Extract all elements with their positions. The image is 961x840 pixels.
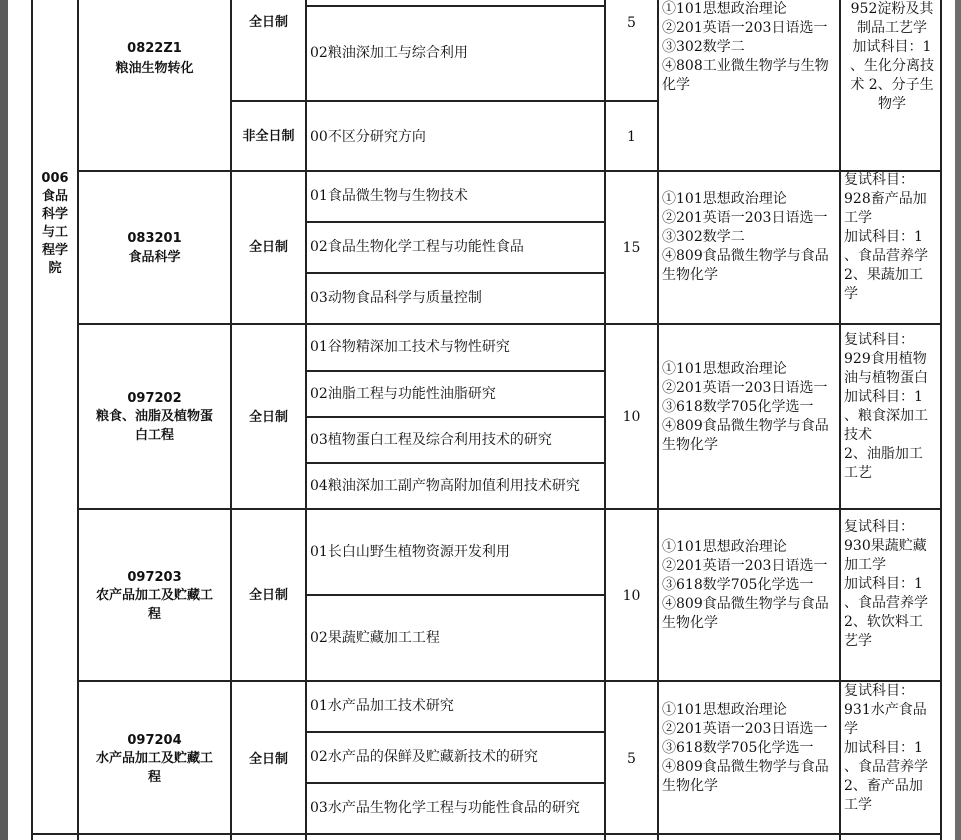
exam-subject-line: 生物化学 <box>662 778 718 794</box>
exam-subjects <box>659 701 839 801</box>
retest-line: 加试科目：1 <box>844 389 923 405</box>
retest-line: 2、软饮料工 <box>844 614 923 630</box>
major-code: 097202 <box>127 390 182 406</box>
retest-line: 、粮食深加工 <box>844 408 928 424</box>
exam-subject-line: ①101思想政治理论 <box>662 191 787 207</box>
exam-subject-line: ④809食品微生物学与食品 <box>662 759 829 775</box>
retest-line: 952淀粉及其 <box>850 1 934 17</box>
retest-line: 工学 <box>844 210 872 226</box>
grid-line <box>940 0 942 840</box>
exam-subject-line: ③302数学二 <box>662 229 745 245</box>
study-mode: 全日制 <box>248 239 288 255</box>
retest-line: 物学 <box>878 96 906 112</box>
study-mode: 全日制 <box>248 587 288 603</box>
retest-line: 复试科目： <box>844 172 914 188</box>
retest-line: 技术 <box>844 427 872 443</box>
research-direction: 02食品生物化学工程与功能性食品 <box>310 239 524 255</box>
major-name: 粮食、油脂及植物蛋 白工程 <box>95 409 213 443</box>
exam-subject-line: ②201英语一203日语选一 <box>662 558 828 574</box>
retest-line: 加工学 <box>844 557 886 573</box>
retest-line: 学 <box>844 721 858 737</box>
retest-line: 复试科目： <box>844 332 914 348</box>
retest-notes <box>841 171 940 323</box>
grid-line <box>31 833 941 835</box>
research-direction: 03水产品生物化学工程与功能性食品的研究 <box>310 800 580 816</box>
exam-subject-line: ③618数学705化学选一 <box>662 399 814 415</box>
retest-notes <box>841 518 940 680</box>
retest-line: 工学 <box>844 797 872 813</box>
retest-line: 加试科目：1 <box>852 39 932 55</box>
retest-line: 929食用植物 <box>844 351 927 367</box>
study-mode: 全日制 <box>248 409 288 425</box>
enrollment-quota: 10 <box>622 587 641 604</box>
retest-line: 工艺 <box>844 465 872 481</box>
exam-subjects <box>659 190 839 290</box>
research-direction: 03植物蛋白工程及综合利用技术的研究 <box>310 431 552 448</box>
exam-subject-line: ①101思想政治理论 <box>662 1 787 17</box>
major-code: 0822Z1 <box>127 40 182 56</box>
major-code: 097203 <box>127 569 182 585</box>
school-name: 006 食品 科学 与工 程学 院 <box>41 171 69 276</box>
retest-line: 加试科目：1 <box>844 740 923 756</box>
major-name: 粮油生物转化 <box>115 60 194 76</box>
research-direction: 04粮油深加工副产物高附加值利用技术研究 <box>310 477 580 494</box>
research-direction: 00不区分研究方向 <box>310 128 426 145</box>
study-mode: 全日制 <box>248 751 288 767</box>
research-direction: 01食品微生物与生物技术 <box>310 188 468 204</box>
viewer-left-edge <box>0 0 8 840</box>
exam-subject-line: ①101思想政治理论 <box>662 361 787 377</box>
retest-line: 加试科目：1 <box>844 576 923 592</box>
research-direction: 02粮油深加工与综合利用 <box>310 44 468 61</box>
major-name: 水产品加工及贮藏工 程 <box>95 751 213 785</box>
exam-subject-line: ④809食品微生物学与食品 <box>662 248 829 264</box>
major-code: 083201 <box>127 230 182 246</box>
retest-notes <box>841 0 940 120</box>
retest-line: 复试科目： <box>844 519 914 535</box>
exam-subject-line: ③618数学705化学选一 <box>662 740 814 756</box>
exam-subjects <box>659 360 839 460</box>
retest-line: 艺学 <box>844 633 872 649</box>
exam-subject-line: 生物化学 <box>662 615 718 631</box>
grid-line <box>305 5 606 7</box>
retest-notes <box>841 331 940 508</box>
enrollment-quota: 10 <box>622 408 641 425</box>
retest-line: 、食品营养学 <box>844 248 928 264</box>
research-direction: 02油脂工程与功能性油脂研究 <box>310 385 496 402</box>
research-direction: 01水产品加工技术研究 <box>310 698 454 714</box>
exam-subject-line: ④808工业微生物学与生物 <box>662 58 829 74</box>
retest-line: 、食品营养学 <box>844 759 928 775</box>
enrollment-quota: 15 <box>622 239 641 256</box>
major-code: 097204 <box>127 732 182 748</box>
retest-notes <box>841 682 940 833</box>
research-direction: 01谷物精深加工技术与物性研究 <box>310 339 510 355</box>
retest-line: 学 <box>844 286 858 302</box>
exam-subject-line: ②201英语一203日语选一 <box>662 721 828 737</box>
retest-line: 制品工艺学 <box>857 20 927 36</box>
exam-subjects <box>659 538 839 638</box>
retest-line: 、食品营养学 <box>844 595 928 611</box>
retest-line: 2、果蔬加工 <box>844 267 923 283</box>
grid-line <box>31 0 33 840</box>
retest-line: 2、油脂加工 <box>844 446 923 462</box>
exam-subject-line: ③618数学705化学选一 <box>662 577 814 593</box>
enrollment-quota: 1 <box>627 128 636 145</box>
research-direction: 02果蔬贮藏加工工程 <box>310 629 440 646</box>
retest-line: 931水产食品 <box>844 702 927 718</box>
exam-subject-line: 生物化学 <box>662 267 718 283</box>
retest-line: 油与植物蛋白 <box>844 370 928 386</box>
research-direction: 03动物食品科学与质量控制 <box>310 290 482 306</box>
retest-line: 930果蔬贮藏 <box>844 538 927 554</box>
exam-subject-line: ②201英语一203日语选一 <box>662 20 828 36</box>
exam-subject-line: ②201英语一203日语选一 <box>662 380 828 396</box>
exam-subject-line: ①101思想政治理论 <box>662 702 787 718</box>
retest-line: 加试科目：1 <box>844 229 923 245</box>
exam-subject-line: 生物化学 <box>662 437 718 453</box>
exam-subject-line: ②201英语一203日语选一 <box>662 210 828 226</box>
study-mode: 非全日制 <box>242 128 295 144</box>
exam-subject-line: ④809食品微生物学与食品 <box>662 418 829 434</box>
exam-subject-line: ④809食品微生物学与食品 <box>662 596 829 612</box>
enrollment-quota: 5 <box>627 750 636 767</box>
exam-subject-line: ①101思想政治理论 <box>662 539 787 555</box>
research-direction: 02水产品的保鲜及贮藏新技术的研究 <box>310 749 538 765</box>
retest-line: 928畜产品加 <box>844 191 927 207</box>
study-mode: 全日制 <box>248 14 288 30</box>
retest-line: 术 2、分子生 <box>850 77 934 93</box>
retest-line: 复试科目： <box>844 683 914 699</box>
enrollment-quota: 5 <box>627 14 636 31</box>
exam-subjects <box>659 0 839 100</box>
major-name: 农产品加工及贮藏工 程 <box>95 588 213 622</box>
exam-subject-line: ③302数学二 <box>662 39 745 55</box>
viewer-right-edge <box>955 0 961 840</box>
retest-line: 、生化分离技 <box>850 58 934 74</box>
research-direction: 01长白山野生植物资源开发利用 <box>310 543 510 560</box>
major-name: 食品科学 <box>128 249 181 265</box>
exam-subject-line: 化学 <box>662 77 690 93</box>
retest-line: 2、畜产品加 <box>844 778 923 794</box>
grid-line <box>230 100 659 102</box>
